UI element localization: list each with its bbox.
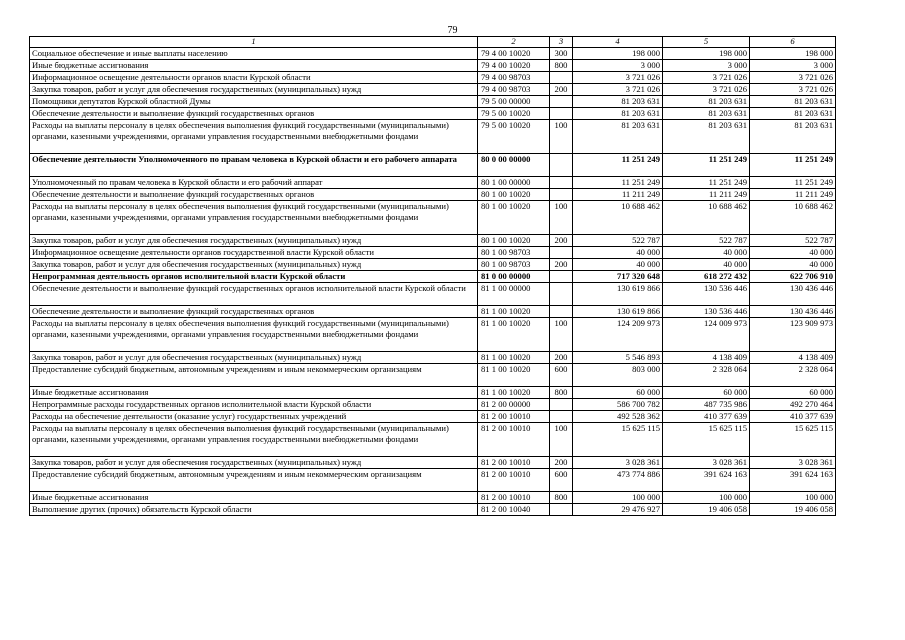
row-amount-year1-cell: 29 476 927 bbox=[573, 504, 663, 516]
table-row bbox=[30, 96, 836, 108]
row-amount-year1-cell: 40 000 bbox=[573, 259, 663, 271]
row-amount-year2-cell: 11 251 249 bbox=[663, 154, 750, 177]
row-amount-year2-cell: 3 028 361 bbox=[663, 457, 750, 469]
row-amount-year2-cell: 15 625 115 bbox=[663, 423, 750, 457]
row-expense-type-cell: 100 bbox=[550, 318, 573, 352]
row-amount-year1-cell: 81 203 631 bbox=[573, 120, 663, 154]
row-amount-year1-cell: 10 688 462 bbox=[573, 201, 663, 235]
row-name-cell: Обеспечение деятельности и выполнение функций государственных органов bbox=[30, 108, 478, 120]
row-amount-year1-cell: 5 546 893 bbox=[573, 352, 663, 364]
row-amount-year1-cell: 11 251 249 bbox=[573, 177, 663, 189]
row-amount-year3-cell: 522 787 bbox=[750, 235, 836, 247]
row-expense-type-cell: 200 bbox=[550, 235, 573, 247]
table-row bbox=[30, 48, 836, 60]
row-amount-year1-cell: 15 625 115 bbox=[573, 423, 663, 457]
row-amount-year3-cell: 19 406 058 bbox=[750, 504, 836, 516]
row-code-cell: 81 2 00 10010 bbox=[478, 492, 550, 504]
row-amount-year1-cell: 473 774 886 bbox=[573, 469, 663, 492]
row-code-cell: 80 1 00 10020 bbox=[478, 235, 550, 247]
row-amount-year1-cell: 81 203 631 bbox=[573, 108, 663, 120]
row-amount-year1-cell: 60 000 bbox=[573, 387, 663, 399]
row-code-cell: 81 1 00 10020 bbox=[478, 387, 550, 399]
table-row bbox=[30, 492, 836, 504]
row-expense-type-cell: 200 bbox=[550, 352, 573, 364]
row-amount-year1-cell: 124 209 973 bbox=[573, 318, 663, 352]
table-row bbox=[30, 364, 836, 387]
row-name-cell: Обеспечение деятельности и выполнение функций государственных органов bbox=[30, 189, 478, 201]
row-amount-year3-cell: 3 721 026 bbox=[750, 72, 836, 84]
row-amount-year2-cell: 3 000 bbox=[663, 60, 750, 72]
row-amount-year1-cell: 3 028 361 bbox=[573, 457, 663, 469]
column-header-4: 4 bbox=[573, 37, 663, 48]
row-name-cell: Расходы на выплаты персоналу в целях обеспечения выполнения функций государственными (муниципальными) органами, казенными учреждениями, органами управления государственными внебюджетными фондами bbox=[30, 201, 478, 235]
row-name-cell: Социальное обеспечение и иные выплаты населению bbox=[30, 48, 478, 60]
column-header-2: 2 bbox=[478, 37, 550, 48]
row-amount-year1-cell: 130 619 866 bbox=[573, 306, 663, 318]
table-row bbox=[30, 306, 836, 318]
row-expense-type-cell: 300 bbox=[550, 48, 573, 60]
row-code-cell: 79 5 00 00000 bbox=[478, 96, 550, 108]
row-amount-year2-cell: 4 138 409 bbox=[663, 352, 750, 364]
row-amount-year2-cell: 81 203 631 bbox=[663, 96, 750, 108]
row-amount-year2-cell: 40 000 bbox=[663, 259, 750, 271]
row-code-cell: 81 2 00 10010 bbox=[478, 457, 550, 469]
row-amount-year3-cell: 81 203 631 bbox=[750, 108, 836, 120]
row-code-cell: 79 4 00 10020 bbox=[478, 48, 550, 60]
row-code-cell: 80 1 00 98703 bbox=[478, 259, 550, 271]
table-row bbox=[30, 247, 836, 259]
row-amount-year3-cell: 81 203 631 bbox=[750, 96, 836, 108]
row-amount-year3-cell: 130 436 446 bbox=[750, 306, 836, 318]
row-code-cell: 81 2 00 00000 bbox=[478, 399, 550, 411]
row-code-cell: 80 1 00 10020 bbox=[478, 201, 550, 235]
row-name-cell: Закупка товаров, работ и услуг для обеспечения государственных (муниципальных) нужд bbox=[30, 457, 478, 469]
row-amount-year2-cell: 11 211 249 bbox=[663, 189, 750, 201]
row-code-cell: 80 1 00 10020 bbox=[478, 189, 550, 201]
row-code-cell: 79 4 00 10020 bbox=[478, 60, 550, 72]
row-amount-year1-cell: 3 721 026 bbox=[573, 72, 663, 84]
row-code-cell: 80 0 00 00000 bbox=[478, 154, 550, 177]
row-amount-year3-cell: 60 000 bbox=[750, 387, 836, 399]
column-header-5: 5 bbox=[663, 37, 750, 48]
table-row bbox=[30, 271, 836, 283]
row-code-cell: 81 2 00 10010 bbox=[478, 423, 550, 457]
row-name-cell: Иные бюджетные ассигнования bbox=[30, 387, 478, 399]
row-code-cell: 81 2 00 10040 bbox=[478, 504, 550, 516]
row-amount-year3-cell: 3 000 bbox=[750, 60, 836, 72]
row-amount-year1-cell: 130 619 866 bbox=[573, 283, 663, 306]
row-expense-type-cell bbox=[550, 177, 573, 189]
row-code-cell: 79 5 00 10020 bbox=[478, 120, 550, 154]
row-amount-year3-cell: 3 721 026 bbox=[750, 84, 836, 96]
row-amount-year3-cell: 11 251 249 bbox=[750, 177, 836, 189]
row-code-cell: 81 2 00 10010 bbox=[478, 469, 550, 492]
row-name-cell: Иные бюджетные ассигнования bbox=[30, 60, 478, 72]
row-expense-type-cell bbox=[550, 271, 573, 283]
row-amount-year3-cell: 40 000 bbox=[750, 247, 836, 259]
table-row bbox=[30, 235, 836, 247]
row-amount-year3-cell: 130 436 446 bbox=[750, 283, 836, 306]
row-amount-year1-cell: 717 320 648 bbox=[573, 271, 663, 283]
row-code-cell: 80 1 00 98703 bbox=[478, 247, 550, 259]
row-amount-year2-cell: 60 000 bbox=[663, 387, 750, 399]
table-row bbox=[30, 457, 836, 469]
row-name-cell: Закупка товаров, работ и услуг для обеспечения государственных (муниципальных) нужд bbox=[30, 352, 478, 364]
row-name-cell: Закупка товаров, работ и услуг для обеспечения государственных (муниципальных) нужд bbox=[30, 259, 478, 271]
table-row bbox=[30, 201, 836, 235]
row-amount-year1-cell: 100 000 bbox=[573, 492, 663, 504]
row-expense-type-cell bbox=[550, 154, 573, 177]
row-code-cell: 81 2 00 10010 bbox=[478, 411, 550, 423]
row-expense-type-cell: 200 bbox=[550, 259, 573, 271]
row-name-cell: Иные бюджетные ассигнования bbox=[30, 492, 478, 504]
row-amount-year2-cell: 3 721 026 bbox=[663, 84, 750, 96]
row-expense-type-cell: 200 bbox=[550, 84, 573, 96]
row-expense-type-cell: 100 bbox=[550, 120, 573, 154]
row-expense-type-cell: 800 bbox=[550, 60, 573, 72]
row-amount-year2-cell: 81 203 631 bbox=[663, 108, 750, 120]
row-amount-year3-cell: 2 328 064 bbox=[750, 364, 836, 387]
table-row bbox=[30, 108, 836, 120]
table-row bbox=[30, 189, 836, 201]
table-row bbox=[30, 318, 836, 352]
row-name-cell: Предоставление субсидий бюджетным, автономным учреждениям и иным некоммерческим организациям bbox=[30, 469, 478, 492]
table-row bbox=[30, 177, 836, 189]
row-amount-year3-cell: 15 625 115 bbox=[750, 423, 836, 457]
row-name-cell: Уполномоченный по правам человека в Курской области и его рабочий аппарат bbox=[30, 177, 478, 189]
row-amount-year2-cell: 522 787 bbox=[663, 235, 750, 247]
row-name-cell: Закупка товаров, работ и услуг для обеспечения государственных (муниципальных) нужд bbox=[30, 235, 478, 247]
row-amount-year2-cell: 130 536 446 bbox=[663, 283, 750, 306]
table-row bbox=[30, 411, 836, 423]
row-amount-year1-cell: 11 211 249 bbox=[573, 189, 663, 201]
row-amount-year2-cell: 19 406 058 bbox=[663, 504, 750, 516]
row-amount-year3-cell: 3 028 361 bbox=[750, 457, 836, 469]
row-amount-year3-cell: 198 000 bbox=[750, 48, 836, 60]
row-expense-type-cell bbox=[550, 96, 573, 108]
row-amount-year2-cell: 391 624 163 bbox=[663, 469, 750, 492]
row-amount-year2-cell: 410 377 639 bbox=[663, 411, 750, 423]
row-amount-year2-cell: 487 735 986 bbox=[663, 399, 750, 411]
row-code-cell: 81 1 00 10020 bbox=[478, 364, 550, 387]
row-expense-type-cell bbox=[550, 411, 573, 423]
row-name-cell: Непрограммная деятельность органов исполнительной власти Курской области bbox=[30, 271, 478, 283]
row-amount-year1-cell: 492 528 362 bbox=[573, 411, 663, 423]
row-name-cell: Обеспечение деятельности и выполнение функций государственных органов исполнительной власти Курской области bbox=[30, 283, 478, 306]
row-amount-year1-cell: 3 721 026 bbox=[573, 84, 663, 96]
column-header-6: 6 bbox=[750, 37, 836, 48]
row-expense-type-cell: 600 bbox=[550, 364, 573, 387]
row-expense-type-cell: 200 bbox=[550, 457, 573, 469]
row-amount-year1-cell: 198 000 bbox=[573, 48, 663, 60]
page-number: 79 bbox=[447, 25, 458, 36]
row-amount-year3-cell: 492 270 464 bbox=[750, 399, 836, 411]
row-name-cell: Расходы на выплаты персоналу в целях обеспечения выполнения функций государственными (муниципальными) органами, казенными учреждениями, органами управления государственными внебюджетными фондами bbox=[30, 423, 478, 457]
row-amount-year3-cell: 40 000 bbox=[750, 259, 836, 271]
row-amount-year3-cell: 4 138 409 bbox=[750, 352, 836, 364]
table-row bbox=[30, 504, 836, 516]
row-expense-type-cell bbox=[550, 283, 573, 306]
row-expense-type-cell: 800 bbox=[550, 387, 573, 399]
table-row bbox=[30, 423, 836, 457]
row-code-cell: 79 4 00 98703 bbox=[478, 72, 550, 84]
row-name-cell: Обеспечение деятельности и выполнение функций государственных органов bbox=[30, 306, 478, 318]
row-code-cell: 81 0 00 00000 bbox=[478, 271, 550, 283]
table-row bbox=[30, 399, 836, 411]
row-expense-type-cell: 100 bbox=[550, 201, 573, 235]
row-expense-type-cell bbox=[550, 306, 573, 318]
row-code-cell: 81 1 00 10020 bbox=[478, 306, 550, 318]
column-header-1: 1 bbox=[30, 37, 478, 48]
row-code-cell: 79 4 00 98703 bbox=[478, 84, 550, 96]
row-amount-year2-cell: 198 000 bbox=[663, 48, 750, 60]
row-expense-type-cell bbox=[550, 399, 573, 411]
row-name-cell: Выполнение других (прочих) обязательств Курской области bbox=[30, 504, 478, 516]
row-expense-type-cell: 600 bbox=[550, 469, 573, 492]
row-amount-year3-cell: 11 251 249 bbox=[750, 154, 836, 177]
table-row bbox=[30, 387, 836, 399]
row-expense-type-cell: 800 bbox=[550, 492, 573, 504]
row-amount-year1-cell: 40 000 bbox=[573, 247, 663, 259]
row-name-cell: Расходы на выплаты персоналу в целях обеспечения выполнения функций государственными (муниципальными) органами, казенными учреждениями, органами управления государственными внебюджетными фондами bbox=[30, 120, 478, 154]
budget-table bbox=[29, 36, 836, 516]
row-amount-year1-cell: 81 203 631 bbox=[573, 96, 663, 108]
row-amount-year1-cell: 11 251 249 bbox=[573, 154, 663, 177]
table-row bbox=[30, 259, 836, 271]
row-amount-year2-cell: 11 251 249 bbox=[663, 177, 750, 189]
row-expense-type-cell bbox=[550, 247, 573, 259]
row-name-cell: Непрограммные расходы государственных органов исполнительной власти Курской области bbox=[30, 399, 478, 411]
row-name-cell: Помощники депутатов Курской областной Думы bbox=[30, 96, 478, 108]
table-row bbox=[30, 352, 836, 364]
row-amount-year3-cell: 123 909 973 bbox=[750, 318, 836, 352]
row-amount-year2-cell: 10 688 462 bbox=[663, 201, 750, 235]
column-header-3: 3 bbox=[550, 37, 573, 48]
row-amount-year2-cell: 2 328 064 bbox=[663, 364, 750, 387]
row-amount-year3-cell: 391 624 163 bbox=[750, 469, 836, 492]
row-amount-year1-cell: 3 000 bbox=[573, 60, 663, 72]
row-expense-type-cell bbox=[550, 504, 573, 516]
row-name-cell: Информационное освещение деятельности органов государственной власти Курской области bbox=[30, 247, 478, 259]
row-expense-type-cell bbox=[550, 72, 573, 84]
row-amount-year3-cell: 11 211 249 bbox=[750, 189, 836, 201]
row-amount-year3-cell: 410 377 639 bbox=[750, 411, 836, 423]
row-amount-year1-cell: 803 000 bbox=[573, 364, 663, 387]
row-code-cell: 81 1 00 10020 bbox=[478, 352, 550, 364]
row-code-cell: 79 5 00 10020 bbox=[478, 108, 550, 120]
table-row bbox=[30, 72, 836, 84]
row-amount-year3-cell: 100 000 bbox=[750, 492, 836, 504]
table-row bbox=[30, 283, 836, 306]
row-amount-year2-cell: 618 272 432 bbox=[663, 271, 750, 283]
row-amount-year2-cell: 40 000 bbox=[663, 247, 750, 259]
table-row bbox=[30, 84, 836, 96]
row-amount-year3-cell: 622 706 910 bbox=[750, 271, 836, 283]
row-expense-type-cell bbox=[550, 189, 573, 201]
table-row bbox=[30, 469, 836, 492]
row-amount-year3-cell: 81 203 631 bbox=[750, 120, 836, 154]
row-code-cell: 81 1 00 00000 bbox=[478, 283, 550, 306]
table-row bbox=[30, 60, 836, 72]
row-expense-type-cell: 100 bbox=[550, 423, 573, 457]
row-code-cell: 81 1 00 10020 bbox=[478, 318, 550, 352]
row-amount-year2-cell: 124 009 973 bbox=[663, 318, 750, 352]
row-amount-year3-cell: 10 688 462 bbox=[750, 201, 836, 235]
row-amount-year2-cell: 81 203 631 bbox=[663, 120, 750, 154]
row-name-cell: Закупка товаров, работ и услуг для обеспечения государственных (муниципальных) нужд bbox=[30, 84, 478, 96]
row-name-cell: Расходы на выплаты персоналу в целях обеспечения выполнения функций государственными (муниципальными) органами, казенными учреждениями, органами управления государственными внебюджетными фондами bbox=[30, 318, 478, 352]
row-amount-year2-cell: 100 000 bbox=[663, 492, 750, 504]
row-code-cell: 80 1 00 00000 bbox=[478, 177, 550, 189]
row-amount-year2-cell: 130 536 446 bbox=[663, 306, 750, 318]
row-amount-year2-cell: 3 721 026 bbox=[663, 72, 750, 84]
header-row bbox=[30, 37, 836, 48]
table-body bbox=[30, 48, 836, 516]
row-amount-year1-cell: 586 700 782 bbox=[573, 399, 663, 411]
row-name-cell: Расходы на обеспечение деятельности (оказание услуг) государственных учреждений bbox=[30, 411, 478, 423]
row-name-cell: Информационное освещение деятельности органов власти Курской области bbox=[30, 72, 478, 84]
row-name-cell: Предоставление субсидий бюджетным, автономным учреждениям и иным некоммерческим организациям bbox=[30, 364, 478, 387]
table-row bbox=[30, 120, 836, 154]
row-expense-type-cell bbox=[550, 108, 573, 120]
table-row bbox=[30, 154, 836, 177]
row-amount-year1-cell: 522 787 bbox=[573, 235, 663, 247]
row-name-cell: Обеспечение деятельности Уполномоченного по правам человека в Курской области и его рабочего аппарата bbox=[30, 154, 478, 177]
